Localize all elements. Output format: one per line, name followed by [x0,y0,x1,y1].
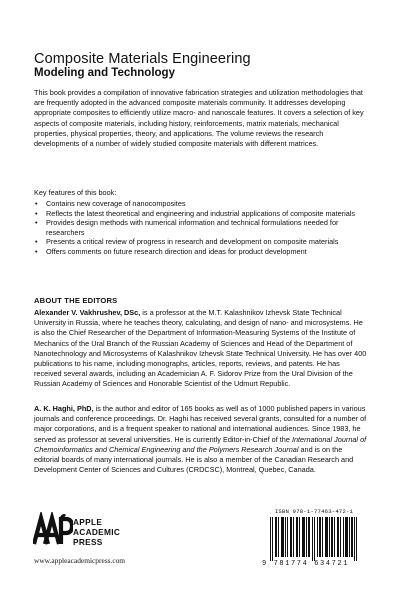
feature-text: Reflects the latest theoretical and engineering and industrial applications of composite materials [46,208,356,218]
about-editors-heading: ABOUT THE EDITORS [34,296,118,305]
isbn-number: ISBN 978-1-77463-472-1 [274,508,354,515]
editor-bio-text: is a professor at the M.T. Kalashnikov Izhevsk State Technical University in Russia, where he teaches theory, calculating, and design of nano- and microsystems. He is also the Chief Researcher of the Department of Information-Measuring Systems of the Institute of Mechanics of the Ural Branch of the Russian Academy of Sciences and Head of the Department of Nanotechnology and Microsystems of Kalashnikov Izhevsk State Technical University. He has over 400 publications to his name, including monographs, articles, reports, reviews, and patents. He has received several awards, including an Academician A. F. Sidorov Prize from the Ural Division of the Russian Academy of Sciences and Honorable Scientist of the Udmurt Republic. [34,308,367,389]
isbn-barcode [262,508,366,570]
feature-text: Presents a critical review of progress in research and development on composite materials [46,237,339,247]
bullet-icon: • [35,199,38,208]
feature-text: Offers comments on future research direction and ideas for product development [46,246,307,256]
list-item [34,237,369,247]
book-title: Composite Materials Engineering [34,51,251,67]
bullet-icon: • [35,246,38,256]
barcode-digits: 9 781774 634721 [262,560,350,568]
book-description: This book provides a compilation of innovative fabrication strategies and utilization methodologies that are frequently adopted in the advanced composite materials community. It addresses developing appropriate composites to efficiently utilize macro- and nanoscale features. It covers a selection of key aspects of composite materials, including history, reinforcements, matrix materials, mechanical properties, physical properties, theory, and applications. The volume reviews the research developments of a number of widely studied composite materials with different matrices. [34,88,364,149]
aap-logo-icon [33,512,73,552]
feature-text: Provides design methods with numerical information and technical formulations needed for researchers [46,218,339,237]
feature-text: Contains new coverage of nanocomposites [46,199,186,208]
list-item [34,209,369,219]
book-subtitle: Modeling and Technology [34,67,175,79]
editor-bio-text: and is on the editorial boards of many international journals. He is also a member of the Canadian Research and Development Center of Sciences and Cultures (CRDCSC), Montreal, Quebec, Canada. [34,444,354,475]
editor-bio-haghi [34,404,369,475]
list-item [34,247,369,257]
editor-bio-text: is the author and editor of 165 books as well as of 1000 published papers in various journals and conference proceedings. Dr. Haghi has received several grants, consulted for a number of major corporations, and is a frequent speaker to national and international audiences. Since 1983, he served as professor at several universities. He is currently Editor-in-Chief of the [34,404,367,444]
publisher-logo [33,512,141,552]
list-item [34,218,369,237]
journal-names: International Journal of Chemoinformatics and Chemical Engineering and the Polymers Research Journal [34,434,367,454]
barcode-icon [264,517,364,561]
key-features-list [34,199,369,257]
editor-name: Alexander V. Vakhrushev, DSc, [34,308,141,317]
publisher-website: www.appleacademicpress.com [34,556,126,565]
list-item [34,199,369,209]
editor-bio-vakhrushev [34,308,369,390]
editor-name: A. K. Haghi, PhD, [34,404,94,413]
bullet-icon: • [35,218,38,228]
bullet-icon: • [35,208,38,218]
key-features-label: Key features of this book: [34,188,117,197]
bullet-icon: • [35,237,38,247]
publisher-name: APPLE ACADEMIC PRESS [73,517,121,547]
